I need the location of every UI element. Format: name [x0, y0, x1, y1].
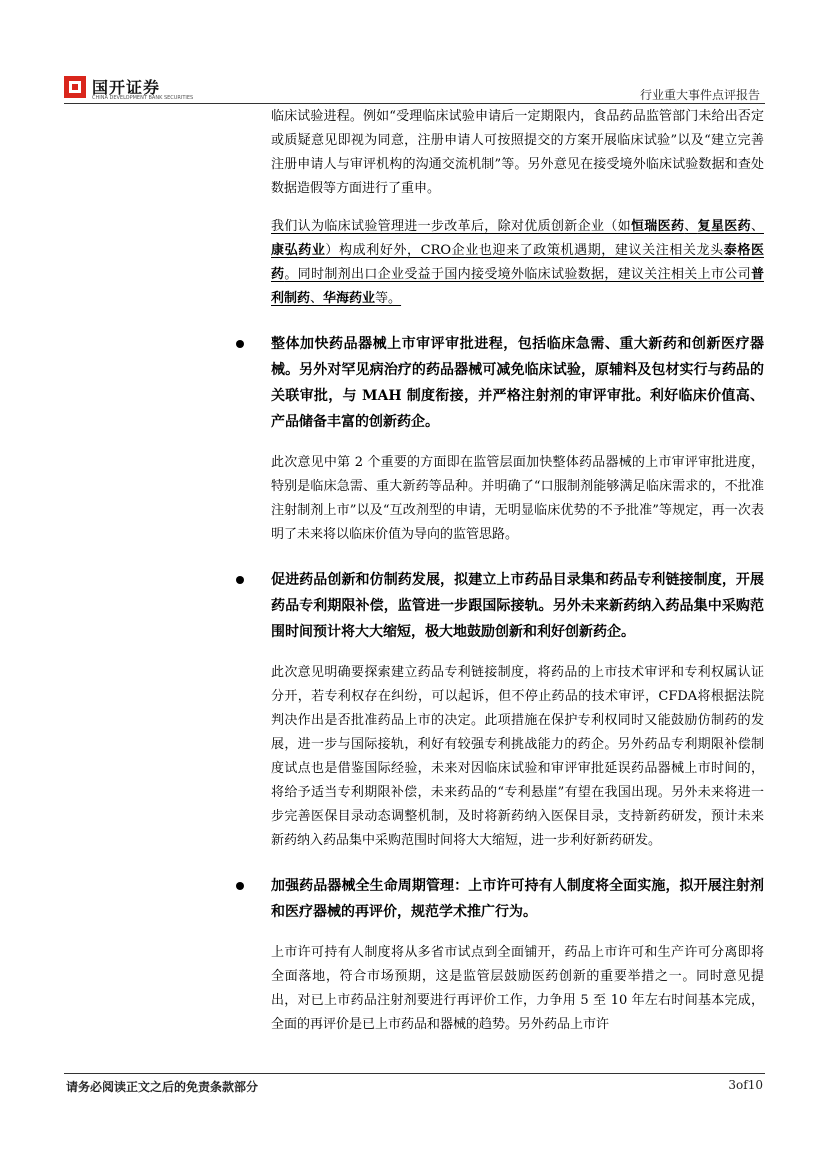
logo-mark-icon — [64, 76, 86, 98]
logo-name: 国开证券 — [92, 78, 161, 97]
page-content — [64, 105, 764, 1037]
opinion-text: 等。 — [375, 291, 402, 306]
opinion-text: ）构成利好外，CRO企业也迎来了政策机遇期，建议关注相关龙头 — [325, 243, 724, 258]
footer-divider — [64, 1073, 765, 1074]
bullet-text: 整体加快药品器械上市审评审批进程，包括临床急需、重大新药和创新医疗器械。另外对罕见病治疗的药品器械可减免临床试验，原辅料及包材实行与药品的关联审批，与 MAH 制度衔接，并严格注射剂的审评审批。利好临床价值高、产品储备丰富的创新药企。 — [271, 336, 764, 430]
opinion-text: 我们认为临床试验管理进一步改革后，除对优质创新企业（如 — [271, 219, 631, 234]
bullet-point — [271, 331, 764, 435]
bullet-icon — [236, 340, 244, 348]
header-divider — [64, 103, 765, 104]
bullet-point — [271, 567, 764, 645]
bullet-text: 加强药品器械全生命周期管理：上市许可持有人制度将全面实施，拟开展注射剂和医疗器械的再评价，规范学术推广行为。 — [271, 878, 764, 920]
company-name: 普利制药 — [271, 267, 764, 306]
page-number: 3of10 — [728, 1078, 763, 1092]
paragraph-clinical-trial: 临床试验进程。例如“受理临床试验申请后一定期限内，食品药品监管部门未给出否定或质疑意见即视为同意，注册申请人可按照提交的方案开展临床试验”以及“建立完善注册申请人与审评机构的沟通交流机制”等。另外意见在接受境外临床试验数据和查处数据造假等方面进行了重申。 — [271, 109, 764, 196]
paragraph-approval: 此次意见中第 2 个重要的方面即在监管层面加快整体药品器械的上市审评审批进度，特别是临床急需、重大新药等品种。并明确了“口服制剂能够满足临床需求的，不批准注射制剂上市”以及“互改剂型的申请，无明显临床优势的不予批准”等规定，再一次表明了未来将以临床价值为导向的监管思路。 — [271, 455, 764, 542]
paragraph-patent: 此次意见明确要探索建立药品专利链接制度，将药品的上市技术审评和专利权属认证分开，若专利权存在纠纷，可以起诉，但不停止药品的技术审评，CFDA将根据法院判决作出是否批准药品上市的决定。此项措施在保护专利权同时又能鼓励仿制药的发展，进一步与国际接轨，利好有较强专利挑战能力的药企。另外药品专利期限补偿制度试点也是借鉴国际经验，未来对因临床试验和审评审批延误药品器械上市时间的，将给予适当专利期限补偿，未来药品的“专利悬崖”有望在我国出现。另外未来将进一步完善医保目录动态调整机制，及时将新药纳入医保目录，支持新药研发，预计未来新药纳入药品集中采购范围时间将大大缩短，进一步利好新药研发。 — [271, 665, 764, 848]
bullet-text: 促进药品创新和仿制药发展，拟建立上市药品目录集和药品专利链接制度，开展药品专利期限补偿，监管进一步跟国际接轨。另外未来新药纳入药品集中采购范围时间预计将大大缩短，极大地鼓励创新和利好创新药企。 — [271, 572, 764, 640]
company-name: 康弘药业 — [271, 243, 326, 258]
logo-subtitle: CHINA DEVELOPMENT BANK SECURITIES — [92, 95, 194, 101]
opinion-text: 。同时制剂出口企业受益于国内接受境外临床试验数据，建议关注相关上市公司 — [284, 267, 751, 282]
company-name: 泰格医药 — [271, 243, 764, 282]
opinion-text: 、 — [750, 219, 764, 234]
paragraph-mah: 上市许可持有人制度将从多省市试点到全面铺开，药品上市许可和生产许可分离即将全面落地，符合市场预期，这是监管层鼓励医药创新的重要举措之一。同时意见提出，对已上市药品注射剂要进行再评价工作，力争用 5 至 10 年左右时间基本完成，全面的再评价是已上市药品和器械的趋势。另外药品上市许 — [271, 945, 764, 1032]
footer-disclaimer: 请务必阅读正文之后的免责条款部分 — [66, 1080, 259, 1094]
report-type: 行业重大事件点评报告 — [639, 88, 760, 102]
paragraph-opinion — [271, 215, 764, 311]
company-name: 恒瑞医药 — [630, 219, 685, 234]
bullet-icon — [236, 576, 244, 584]
company-name: 华海药业 — [323, 291, 376, 306]
opinion-text: 、 — [310, 291, 324, 306]
company-name: 复星医药 — [697, 219, 751, 234]
bullet-point — [271, 873, 764, 925]
company-logo — [64, 74, 194, 106]
opinion-text: 、 — [684, 219, 698, 234]
bullet-icon — [236, 882, 244, 890]
